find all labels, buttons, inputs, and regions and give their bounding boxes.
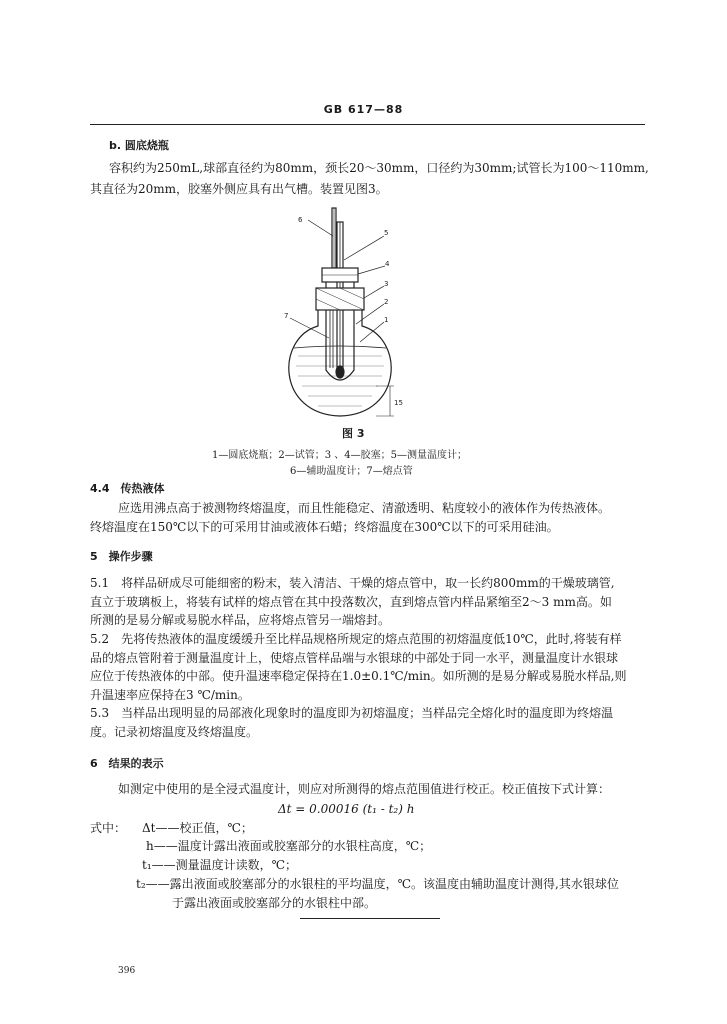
correction-formula: Δt = 0.00016 (t₁ - t₂) h xyxy=(278,802,415,816)
def-t2-line2: 于露出液面或胶塞部分的水银柱中部。 xyxy=(172,896,377,910)
s51-line1: 5.1 将样品研成尽可能细密的粉末，装入清洁、干燥的熔点管中，取一长约800mm的干燥玻璃管, xyxy=(90,576,615,590)
s52-line4: 升温速率应保持在3 ℃/min。 xyxy=(90,688,250,702)
section-b-heading: b. 圆底烧瓶 xyxy=(109,139,169,152)
figure-label-7: 7 xyxy=(284,312,289,320)
s53-line2: 度。记录初熔温度及终熔温度。 xyxy=(90,725,259,739)
page-number: 396 xyxy=(118,966,136,976)
s44-line1: 应选用沸点高于被测物终熔温度，而且性能稳定、清澈透明、粘度较小的液体作为传热液体。 xyxy=(118,501,611,515)
s44-heading: 4.4 传热液体 xyxy=(90,482,165,495)
end-rule xyxy=(300,918,440,919)
s52-line2: 品的熔点管附着于测量温度计上，使熔点管样品端与水银球的中部处于同一水平，测量温度计水银球 xyxy=(90,651,619,665)
s6-intro: 如测定中使用的是全浸式温度计，则应对所测得的熔点范围值进行校正。校正值按下式计算： xyxy=(118,782,611,796)
dimension-label: 15 xyxy=(394,399,403,407)
s53-line1: 5.3 当样品出现明显的局部液化现象时的温度即为初熔温度；当样品完全熔化时的温度即为终熔温 xyxy=(90,706,614,720)
s52-line3: 应位于传热液体的中部。使升温速率稳定保持在1.0±0.1℃/min。如所测的是易分解或易脱水样品,则 xyxy=(90,669,627,683)
s51-line3: 所测的是易分解或易脱水样品，应将熔点管另一端熔封。 xyxy=(90,613,391,627)
figure-label-1: 1 xyxy=(384,316,389,324)
figure-caption-line1: 1—圆底烧瓶；2—试管；3 、4—胶塞；5—测量温度计； xyxy=(212,450,467,461)
figure-label-2: 2 xyxy=(384,298,389,306)
figure-title: 图 3 xyxy=(342,427,365,440)
page-header: GB 617—88 xyxy=(323,103,404,116)
s6-heading: 6 结果的表示 xyxy=(90,757,164,770)
s51-line2: 直立于玻璃板上，将装有试样的熔点管在其中投落数次，直到熔点管内样品紧缩至2～3 mm高。如 xyxy=(90,595,612,609)
s5-heading: 5 操作步骤 xyxy=(90,550,153,563)
figure-label-6: 6 xyxy=(298,216,303,224)
header-rule xyxy=(90,124,645,125)
figure-caption-line2: 6—辅助温度计；7—熔点管 xyxy=(290,466,413,477)
where-label: 式中： xyxy=(90,821,127,835)
def-delta-t: Δt——校正值，℃； xyxy=(142,821,253,835)
def-h: h——温度计露出液面或胶塞部分的水银柱高度，℃； xyxy=(146,839,432,853)
s52-line1: 5.2 先将传热液体的温度缓缓升至比样品规格所规定的熔点范围的初熔温度低10℃，此时,将装有样 xyxy=(90,632,622,646)
figure-label-3: 3 xyxy=(384,280,389,288)
section-b-line1: 容积约为250mL,球部直径约为80mm，颈长20～30mm，口径约为30mm;试管长为100～110mm, xyxy=(109,161,649,175)
figure-label-4: 4 xyxy=(385,260,390,268)
def-t1: t₁——测量温度计读数，℃； xyxy=(142,858,298,872)
figure-label-5: 5 xyxy=(384,229,389,237)
section-b-line2: 其直径为20mm，胶塞外侧应具有出气槽。装置见图3。 xyxy=(90,182,388,196)
s44-line2: 终熔温度在150℃以下的可采用甘油或液体石蜡；终熔温度在300℃以下的可采用硅油。 xyxy=(90,520,559,534)
def-t2-line1: t₂——露出液面或胶塞部分的水银柱的平均温度，℃。该温度由辅助温度计测得,其水银球位 xyxy=(136,877,619,891)
